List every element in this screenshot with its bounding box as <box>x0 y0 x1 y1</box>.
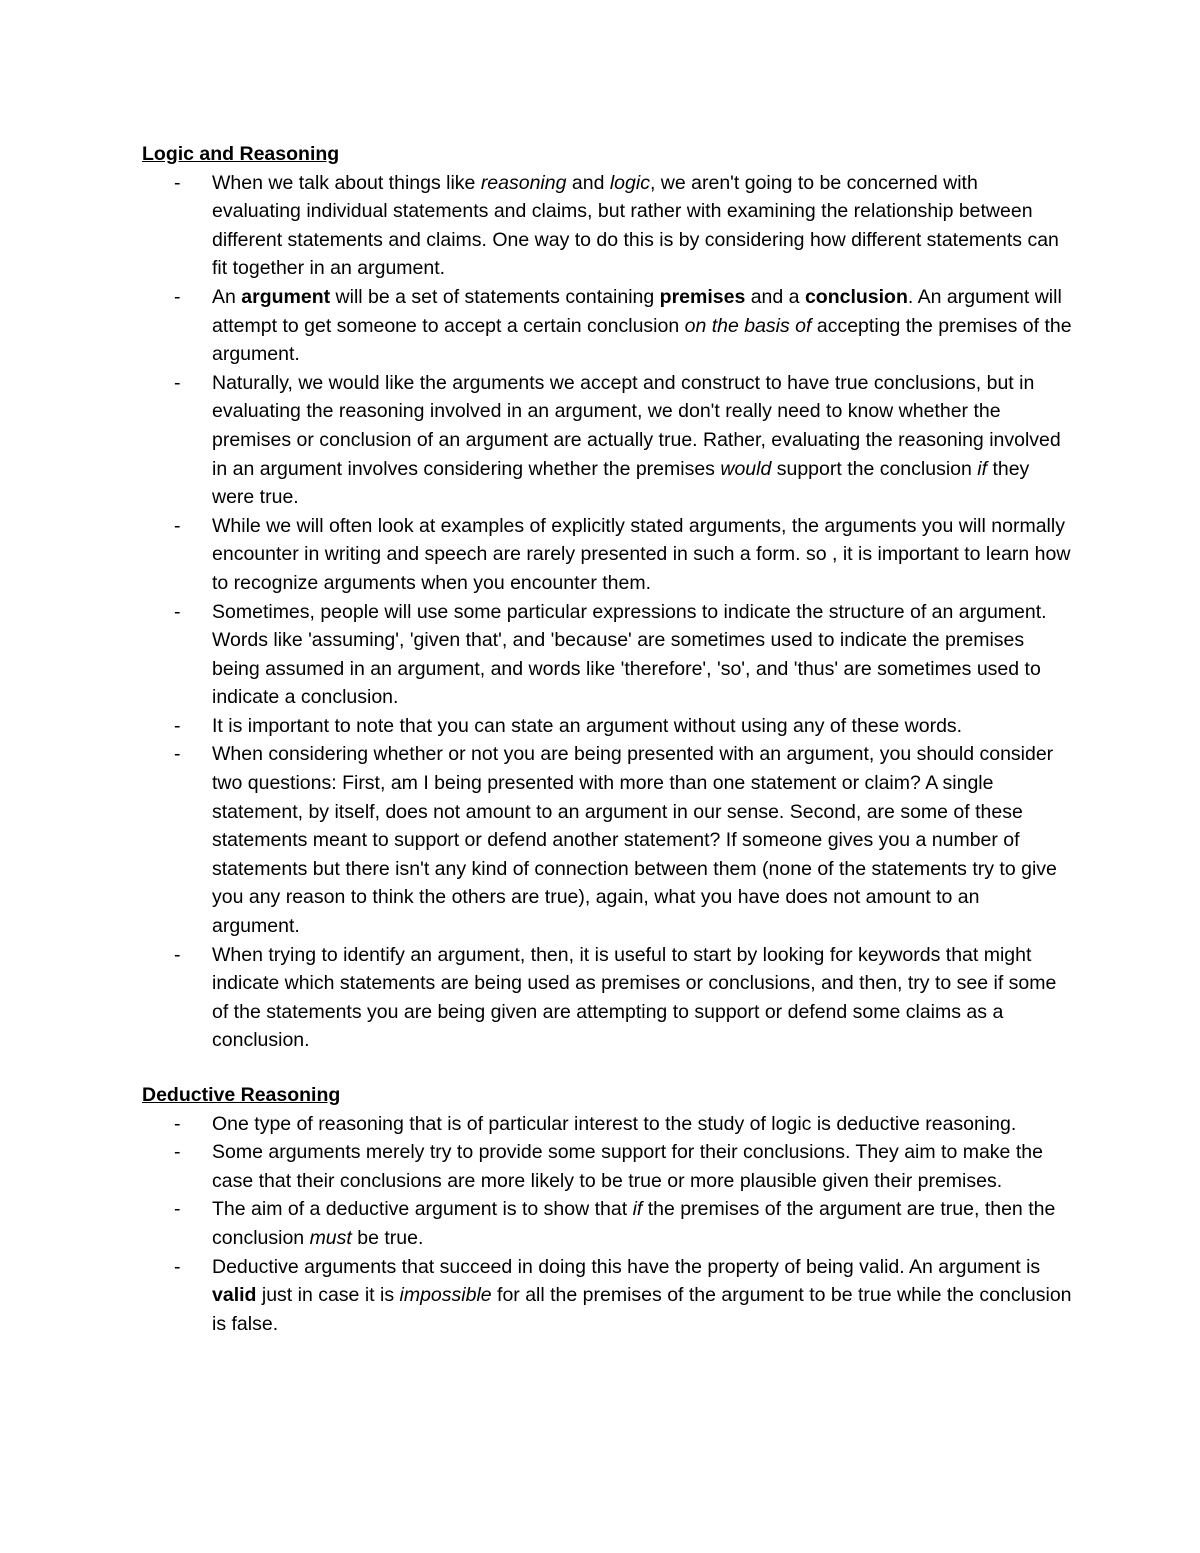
list-item <box>142 598 1072 712</box>
section-heading: Logic and Reasoning <box>142 143 340 165</box>
bullet-dash: - <box>174 943 181 966</box>
text-run: , we aren't going to be concerned with evaluating individual statements and claims, but rather with examining the relationship between different statements and claims. One way to do this is by considering how different statements can fit together in an argument. <box>212 171 1059 280</box>
text-run: One type of reasoning that is of particular interest to the study of logic is deductive reasoning. <box>212 1112 1017 1135</box>
bullet-dash: - <box>174 171 181 194</box>
list-item <box>142 369 1072 512</box>
list-item-text <box>212 372 1061 508</box>
text-run: Some arguments merely try to provide some support for their conclusions. They aim to make the case that their conclusions are more likely to be true or more plausible given their premises. <box>212 1141 1043 1192</box>
italic-term: would <box>720 457 772 480</box>
bold-term: argument <box>241 285 331 308</box>
bullet-dash: - <box>174 285 181 308</box>
bullet-dash: - <box>174 743 181 766</box>
text-run: Deductive arguments that succeed in doing this have the property of being valid. An argument is <box>212 1255 1041 1278</box>
bullet-dash: - <box>174 714 181 737</box>
section-deductive-reasoning <box>142 1081 1072 1338</box>
list-item <box>142 283 1072 369</box>
text-run: An <box>212 285 242 308</box>
text-run: When trying to identify an argument, then, it is useful to start by looking for keywords that might indicate which statements are being used as premises or conclusions, and then, try to see if some of the statements you are being given are attempting to support or defend some claims as a conclusion. <box>212 943 1057 1052</box>
text-run: While we will often look at examples of explicitly stated arguments, the arguments you will normally encounter in writing and speech are rarely presented in such a form. so , it is important to learn how to recognize arguments when you encounter them. <box>212 514 1071 594</box>
list-item <box>142 712 1072 741</box>
bullet-dash: - <box>174 514 181 537</box>
text-run: accepting the premises of the argument. <box>212 314 1072 366</box>
text-run: just in case it is <box>256 1284 400 1307</box>
bullet-dash: - <box>174 371 181 394</box>
italic-term: if <box>632 1198 643 1221</box>
list-item-text <box>212 1256 1072 1335</box>
italic-term: logic <box>609 171 650 194</box>
list-item <box>142 512 1072 598</box>
text-run: support the conclusion <box>771 457 978 480</box>
list-item-text <box>212 286 1072 365</box>
bullet-dash: - <box>174 600 181 623</box>
text-run: and a <box>745 285 805 308</box>
italic-term: reasoning <box>480 171 567 194</box>
text-run: . An argument will attempt to get someone to accept a certain conclusion <box>212 285 1062 337</box>
section-logic-and-reasoning <box>142 140 1072 1055</box>
bold-term: valid <box>212 1284 257 1307</box>
bullet-dash: - <box>174 1255 181 1278</box>
bullet-list <box>142 169 1072 1055</box>
list-item-text <box>212 944 1056 1052</box>
text-run: When we talk about things like <box>212 171 481 194</box>
text-run: Naturally, we would like the arguments we accept and construct to have true conclusions, but in evaluating the reasoning involved in an argument, we don't really need to know whether the premises or conclusion of an argument are actually true. Rather, evaluating the reasoning involved in an argument involves considering whether the premises <box>212 371 1061 480</box>
bullet-dash: - <box>174 1112 181 1135</box>
list-item-text <box>212 515 1070 594</box>
list-item <box>142 1195 1072 1252</box>
list-item-text <box>212 1113 1016 1135</box>
list-item <box>142 169 1072 283</box>
section-heading: Deductive Reasoning <box>142 1084 341 1106</box>
list-item-text <box>212 743 1057 937</box>
list-item <box>142 740 1072 940</box>
text-run: will be a set of statements containing <box>330 285 660 308</box>
text-run: the premises of the argument are true, then the conclusion <box>212 1198 1056 1249</box>
list-item <box>142 1138 1072 1195</box>
list-item-text <box>212 1198 1055 1249</box>
italic-term: on the basis of <box>684 314 812 337</box>
text-run: they were true. <box>212 457 1030 509</box>
italic-term: if <box>977 457 988 480</box>
italic-term: impossible <box>399 1284 492 1307</box>
text-run: It is important to note that you can state an argument without using any of these words. <box>212 714 963 737</box>
list-item <box>142 1253 1072 1339</box>
bullet-list <box>142 1110 1072 1339</box>
text-run: When considering whether or not you are being presented with an argument, you should consider two questions: First, am I being presented with more than one statement or claim? A single statement, by itself, does not amount to an argument in our sense. Second, are some of these statements meant to support or defend another statement? If someone gives you a number of statements but there isn't any kind of connection between them (none of the statements try to give you any reason to think the others are true), again, what you have does not amount to an argument. <box>212 743 1057 938</box>
bold-term: conclusion <box>804 285 908 308</box>
text-run: Sometimes, people will use some particular expressions to indicate the structure of an argument. Words like 'assuming', 'given that', and 'because' are sometimes used to indicate the premises being assumed in an argument, and words like 'therefore', 'so', and 'thus' are sometimes used to indicate a conclusion. <box>212 600 1047 709</box>
bullet-dash: - <box>174 1198 181 1221</box>
list-item-text <box>212 601 1047 709</box>
text-run: and <box>566 171 610 194</box>
list-item-text <box>212 172 1059 280</box>
text-run: be true. <box>351 1226 424 1249</box>
text-run: for all the premises of the argument to be true while the conclusion is false. <box>212 1284 1072 1335</box>
list-item <box>142 941 1072 1055</box>
list-item-text <box>212 715 962 737</box>
text-run: The aim of a deductive argument is to show that <box>212 1198 633 1221</box>
italic-term: must <box>309 1226 352 1249</box>
bold-term: premises <box>659 285 746 308</box>
list-item-text <box>212 1141 1043 1192</box>
list-item <box>142 1110 1072 1139</box>
bullet-dash: - <box>174 1141 181 1164</box>
